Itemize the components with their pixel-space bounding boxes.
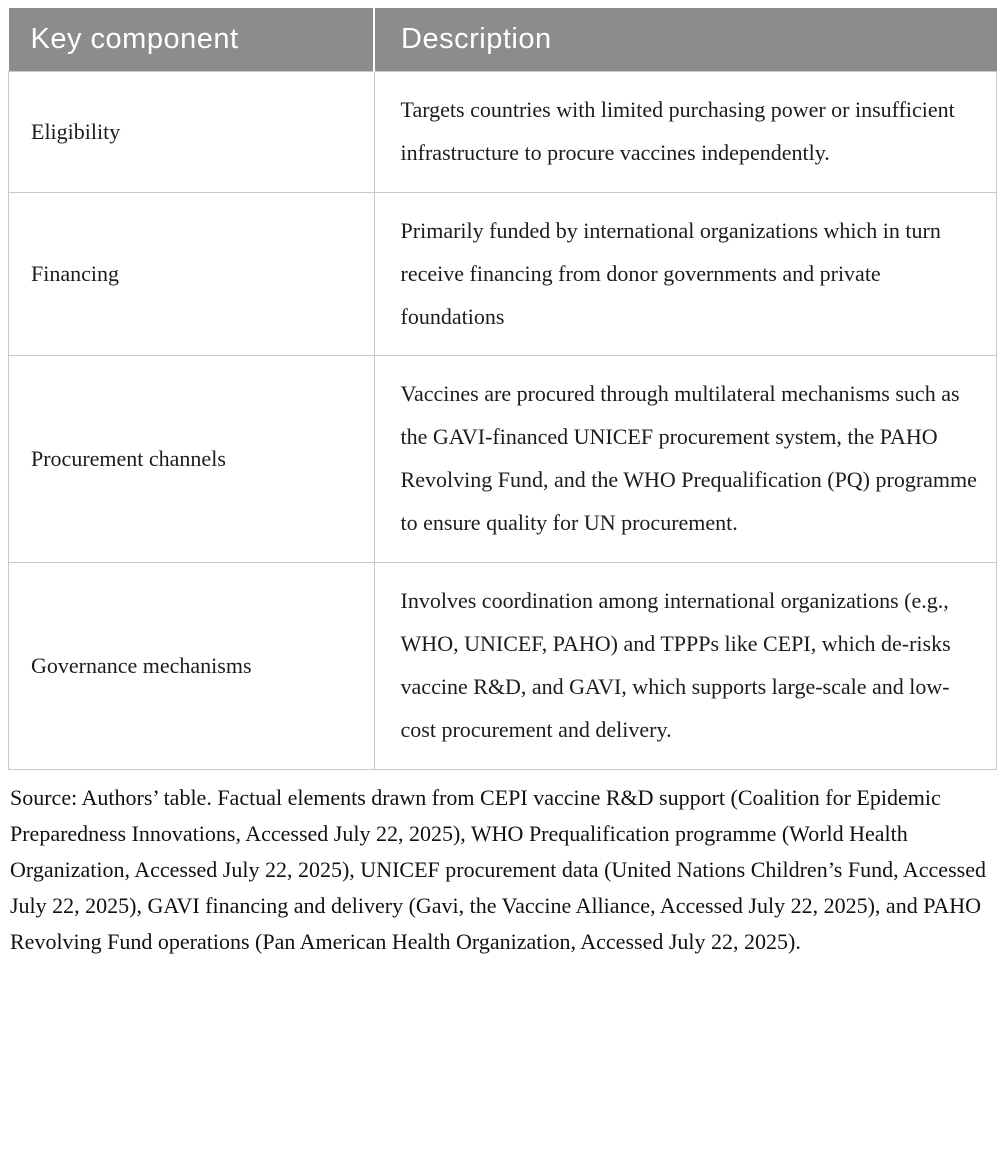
cell-component: Procurement channels (9, 356, 375, 563)
cell-description: Primarily funded by international organizations which in turn receive financing from donor governments and private foundations (374, 192, 996, 356)
table-row-governance-mechanisms (9, 563, 997, 770)
header-row (9, 8, 997, 72)
header-cell-key-component: Key component (9, 8, 375, 72)
cell-component: Governance mechanisms (9, 563, 375, 770)
table-row-financing (9, 192, 997, 356)
source-footnote: Source: Authors’ table. Factual elements drawn from CEPI vaccine R&D support (Coalition for Epidemic Preparedness Innovations, Accessed July 22, 2025), WHO Prequalification programme (World Health Organization, Accessed July 22, 2025), UNICEF procurement data (United Nations Children’s Fund, Accessed July 22, 2025), GAVI financing and delivery (Gavi, the Vaccine Alliance, Accessed July 22, 2025), and PAHO Revolving Fund operations (Pan American Health Organization, Accessed July 22, 2025). (10, 784, 986, 954)
cell-component: Eligibility (9, 72, 375, 193)
header-cell-description: Description (374, 8, 996, 72)
cell-description: Involves coordination among international organizations (e.g., WHO, UNICEF, PAHO) and TPPPs like CEPI, which de-risks vaccine R&D, and GAVI, which supports large-scale and low-cost procurement and delivery. (374, 563, 996, 770)
table-row-eligibility (9, 72, 997, 193)
cell-description: Targets countries with limited purchasing power or insufficient infrastructure to procure vaccines independently. (374, 72, 996, 193)
table-row-procurement-channels (9, 356, 997, 563)
cell-component: Financing (9, 192, 375, 356)
components-table (8, 8, 997, 770)
cell-description: Vaccines are procured through multilateral mechanisms such as the GAVI-financed UNICEF procurement system, the PAHO Revolving Fund, and the WHO Prequalification (PQ) programme to ensure quality for UN procurement. (374, 356, 996, 563)
